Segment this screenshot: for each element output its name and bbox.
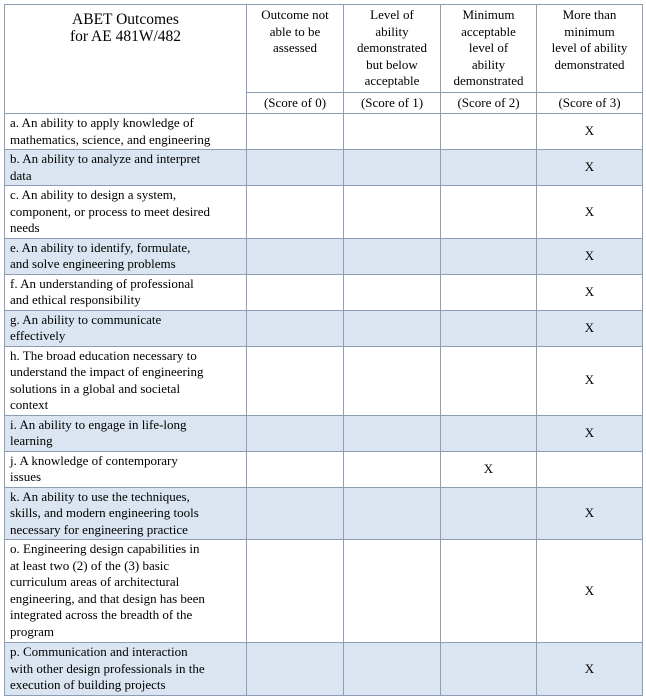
- score-cell-3: [537, 540, 643, 643]
- score-cell-3: [537, 415, 643, 451]
- outcome-line: k. An ability to use the techniques,: [10, 488, 190, 504]
- score-cell-3: [537, 310, 643, 346]
- column-header-line: demonstrated: [554, 56, 625, 72]
- outcome-line: integrated across the breadth of the: [10, 607, 193, 622]
- score-cell-0: [247, 487, 344, 540]
- score-mark: X: [584, 283, 595, 299]
- score-cell-2: [441, 238, 537, 274]
- score-cell-2: [441, 114, 537, 150]
- score-cell-1: [344, 415, 441, 451]
- outcome-line: execution of building projects: [10, 677, 166, 692]
- outcome-line: program: [10, 623, 55, 639]
- score-cell-1: [344, 238, 441, 274]
- outcomes-table-body: [5, 114, 643, 696]
- column-header-score-0: [247, 5, 344, 93]
- table-title-line: for AE 481W/482: [69, 28, 182, 45]
- score-cell-0: [247, 346, 344, 415]
- outcome-line: curriculum areas of architectural: [10, 574, 180, 589]
- score-cell-2: [441, 540, 537, 643]
- table-row: [5, 274, 643, 310]
- score-cell-2: [441, 346, 537, 415]
- column-header-line: acceptable: [461, 23, 516, 39]
- table-row: [5, 310, 643, 346]
- outcome-line: effectively: [10, 328, 66, 343]
- score-cell-0: [247, 114, 344, 150]
- outcome-line: learning: [10, 433, 53, 448]
- table-row: [5, 415, 643, 451]
- score-cell-1: [344, 487, 441, 540]
- outcome-line: and ethical responsibility: [10, 292, 141, 307]
- score-cell-3: [537, 451, 643, 487]
- outcome-line: context: [10, 397, 49, 412]
- score-mark: X: [584, 505, 595, 520]
- score-mark: X: [584, 660, 595, 676]
- score-cell-3: [537, 150, 643, 186]
- outcome-line: e. An ability to identify, formulate,: [10, 239, 191, 255]
- table-row: [5, 150, 643, 186]
- score-cell-2: [441, 451, 537, 487]
- outcome-line: understand the impact of engineering: [10, 364, 204, 379]
- table-row: [5, 186, 643, 239]
- score-label-1: (Score of 1): [344, 93, 441, 114]
- column-header-score-3: [537, 5, 643, 93]
- table-row: [5, 238, 643, 274]
- score-cell-3: [537, 487, 643, 540]
- score-mark: X: [584, 582, 595, 598]
- outcome-line: engineering, and that design has been: [10, 590, 205, 606]
- column-header-line: ability: [375, 23, 409, 39]
- outcome-line: component, or process to meet desired: [10, 203, 210, 219]
- outcome-line: needs: [10, 220, 40, 235]
- outcome-line: issues: [10, 469, 42, 484]
- table-row: [5, 346, 643, 415]
- score-label-2: (Score of 2): [441, 93, 537, 114]
- outcome-line: c. An ability to design a system,: [10, 187, 177, 202]
- outcome-line: necessary for engineering practice: [10, 521, 188, 537]
- score-mark: X: [584, 203, 595, 219]
- outcome-line: j. A knowledge of contemporary: [10, 452, 178, 468]
- column-header-line: ability: [471, 56, 506, 72]
- score-cell-3: [537, 346, 643, 415]
- score-cell-0: [247, 150, 344, 186]
- score-cell-1: [344, 643, 441, 696]
- abet-outcomes-table: [4, 4, 643, 696]
- outcome-description: [5, 186, 247, 239]
- outcome-line: with other design professionals in the: [10, 660, 205, 676]
- column-header-line: demonstrated: [453, 73, 524, 88]
- outcome-line: o. Engineering design capabilities in: [10, 541, 200, 556]
- outcome-description: [5, 150, 247, 186]
- column-header-line: minimum: [564, 23, 615, 39]
- column-header-line: demonstrated: [356, 40, 428, 55]
- score-cell-3: [537, 643, 643, 696]
- outcome-description: [5, 540, 247, 643]
- score-cell-2: [441, 643, 537, 696]
- outcome-line: p. Communication and interaction: [10, 644, 188, 659]
- score-cell-1: [344, 540, 441, 643]
- score-cell-1: [344, 186, 441, 239]
- outcome-line: skills, and modern engineering tools: [10, 505, 199, 520]
- column-header-line: Level of: [370, 7, 414, 22]
- score-label-3: (Score of 3): [537, 93, 643, 114]
- outcome-line: data: [10, 167, 32, 183]
- score-mark: X: [584, 123, 595, 139]
- score-cell-0: [247, 310, 344, 346]
- score-cell-3: [537, 274, 643, 310]
- table-row: [5, 114, 643, 150]
- score-cell-0: [247, 540, 344, 643]
- score-cell-2: [441, 186, 537, 239]
- column-header-score-1: [344, 5, 441, 93]
- outcome-line: h. The broad education necessary to: [10, 347, 197, 363]
- table-title-cell: [5, 5, 247, 114]
- score-mark: X: [483, 460, 494, 476]
- score-mark: X: [584, 319, 595, 335]
- table-title-line: ABET Outcomes: [72, 11, 179, 28]
- header-row: [5, 5, 643, 93]
- column-header-line: Outcome not: [261, 7, 329, 22]
- score-cell-1: [344, 346, 441, 415]
- outcome-line: and solve engineering problems: [10, 256, 176, 271]
- outcome-description: [5, 487, 247, 540]
- score-mark: X: [584, 159, 595, 175]
- outcome-description: [5, 114, 247, 150]
- outcome-description: [5, 274, 247, 310]
- outcome-description: [5, 346, 247, 415]
- column-header-score-2: [441, 5, 537, 93]
- score-cell-1: [344, 114, 441, 150]
- outcome-line: solutions in a global and societal: [10, 380, 181, 396]
- outcome-description: [5, 415, 247, 451]
- outcome-line: g. An ability to communicate: [10, 311, 162, 327]
- score-cell-2: [441, 415, 537, 451]
- outcome-description: [5, 310, 247, 346]
- score-cell-1: [344, 150, 441, 186]
- outcome-line: b. An ability to analyze and interpret: [10, 151, 201, 166]
- score-cell-0: [247, 415, 344, 451]
- column-header-line: acceptable: [364, 73, 420, 88]
- outcome-description: [5, 643, 247, 696]
- column-header-line: More than: [562, 7, 617, 22]
- score-cell-0: [247, 274, 344, 310]
- outcome-description: [5, 451, 247, 487]
- outcome-line: at least two (2) of the (3) basic: [10, 557, 170, 573]
- column-header-line: but below: [366, 56, 418, 72]
- score-cell-2: [441, 487, 537, 540]
- column-header-line: assessed: [272, 40, 318, 55]
- score-cell-1: [344, 310, 441, 346]
- abet-assessment-container: [4, 4, 643, 696]
- table-row: [5, 487, 643, 540]
- score-cell-3: [537, 186, 643, 239]
- score-cell-1: [344, 274, 441, 310]
- outcome-line: mathematics, science, and engineering: [10, 131, 211, 147]
- score-cell-2: [441, 310, 537, 346]
- score-cell-0: [247, 643, 344, 696]
- score-cell-2: [441, 274, 537, 310]
- score-mark: X: [584, 424, 595, 440]
- column-header-line: level of ability: [551, 40, 628, 55]
- table-row: [5, 451, 643, 487]
- score-cell-0: [247, 451, 344, 487]
- outcome-line: i. An ability to engage in life-long: [10, 416, 187, 432]
- score-cell-2: [441, 150, 537, 186]
- score-cell-3: [537, 238, 643, 274]
- column-header-line: level of: [468, 40, 509, 55]
- score-cell-3: [537, 114, 643, 150]
- column-header-line: Minimum: [462, 7, 515, 22]
- outcome-line: f. An understanding of professional: [10, 275, 194, 291]
- outcome-line: a. An ability to apply knowledge of: [10, 115, 194, 130]
- score-cell-0: [247, 238, 344, 274]
- score-cell-1: [344, 451, 441, 487]
- score-cell-0: [247, 186, 344, 239]
- score-mark: X: [584, 372, 595, 388]
- column-header-line: able to be: [269, 23, 321, 39]
- table-row: [5, 540, 643, 643]
- score-mark: X: [584, 247, 595, 263]
- table-row: [5, 643, 643, 696]
- score-label-0: (Score of 0): [247, 93, 344, 114]
- outcome-description: [5, 238, 247, 274]
